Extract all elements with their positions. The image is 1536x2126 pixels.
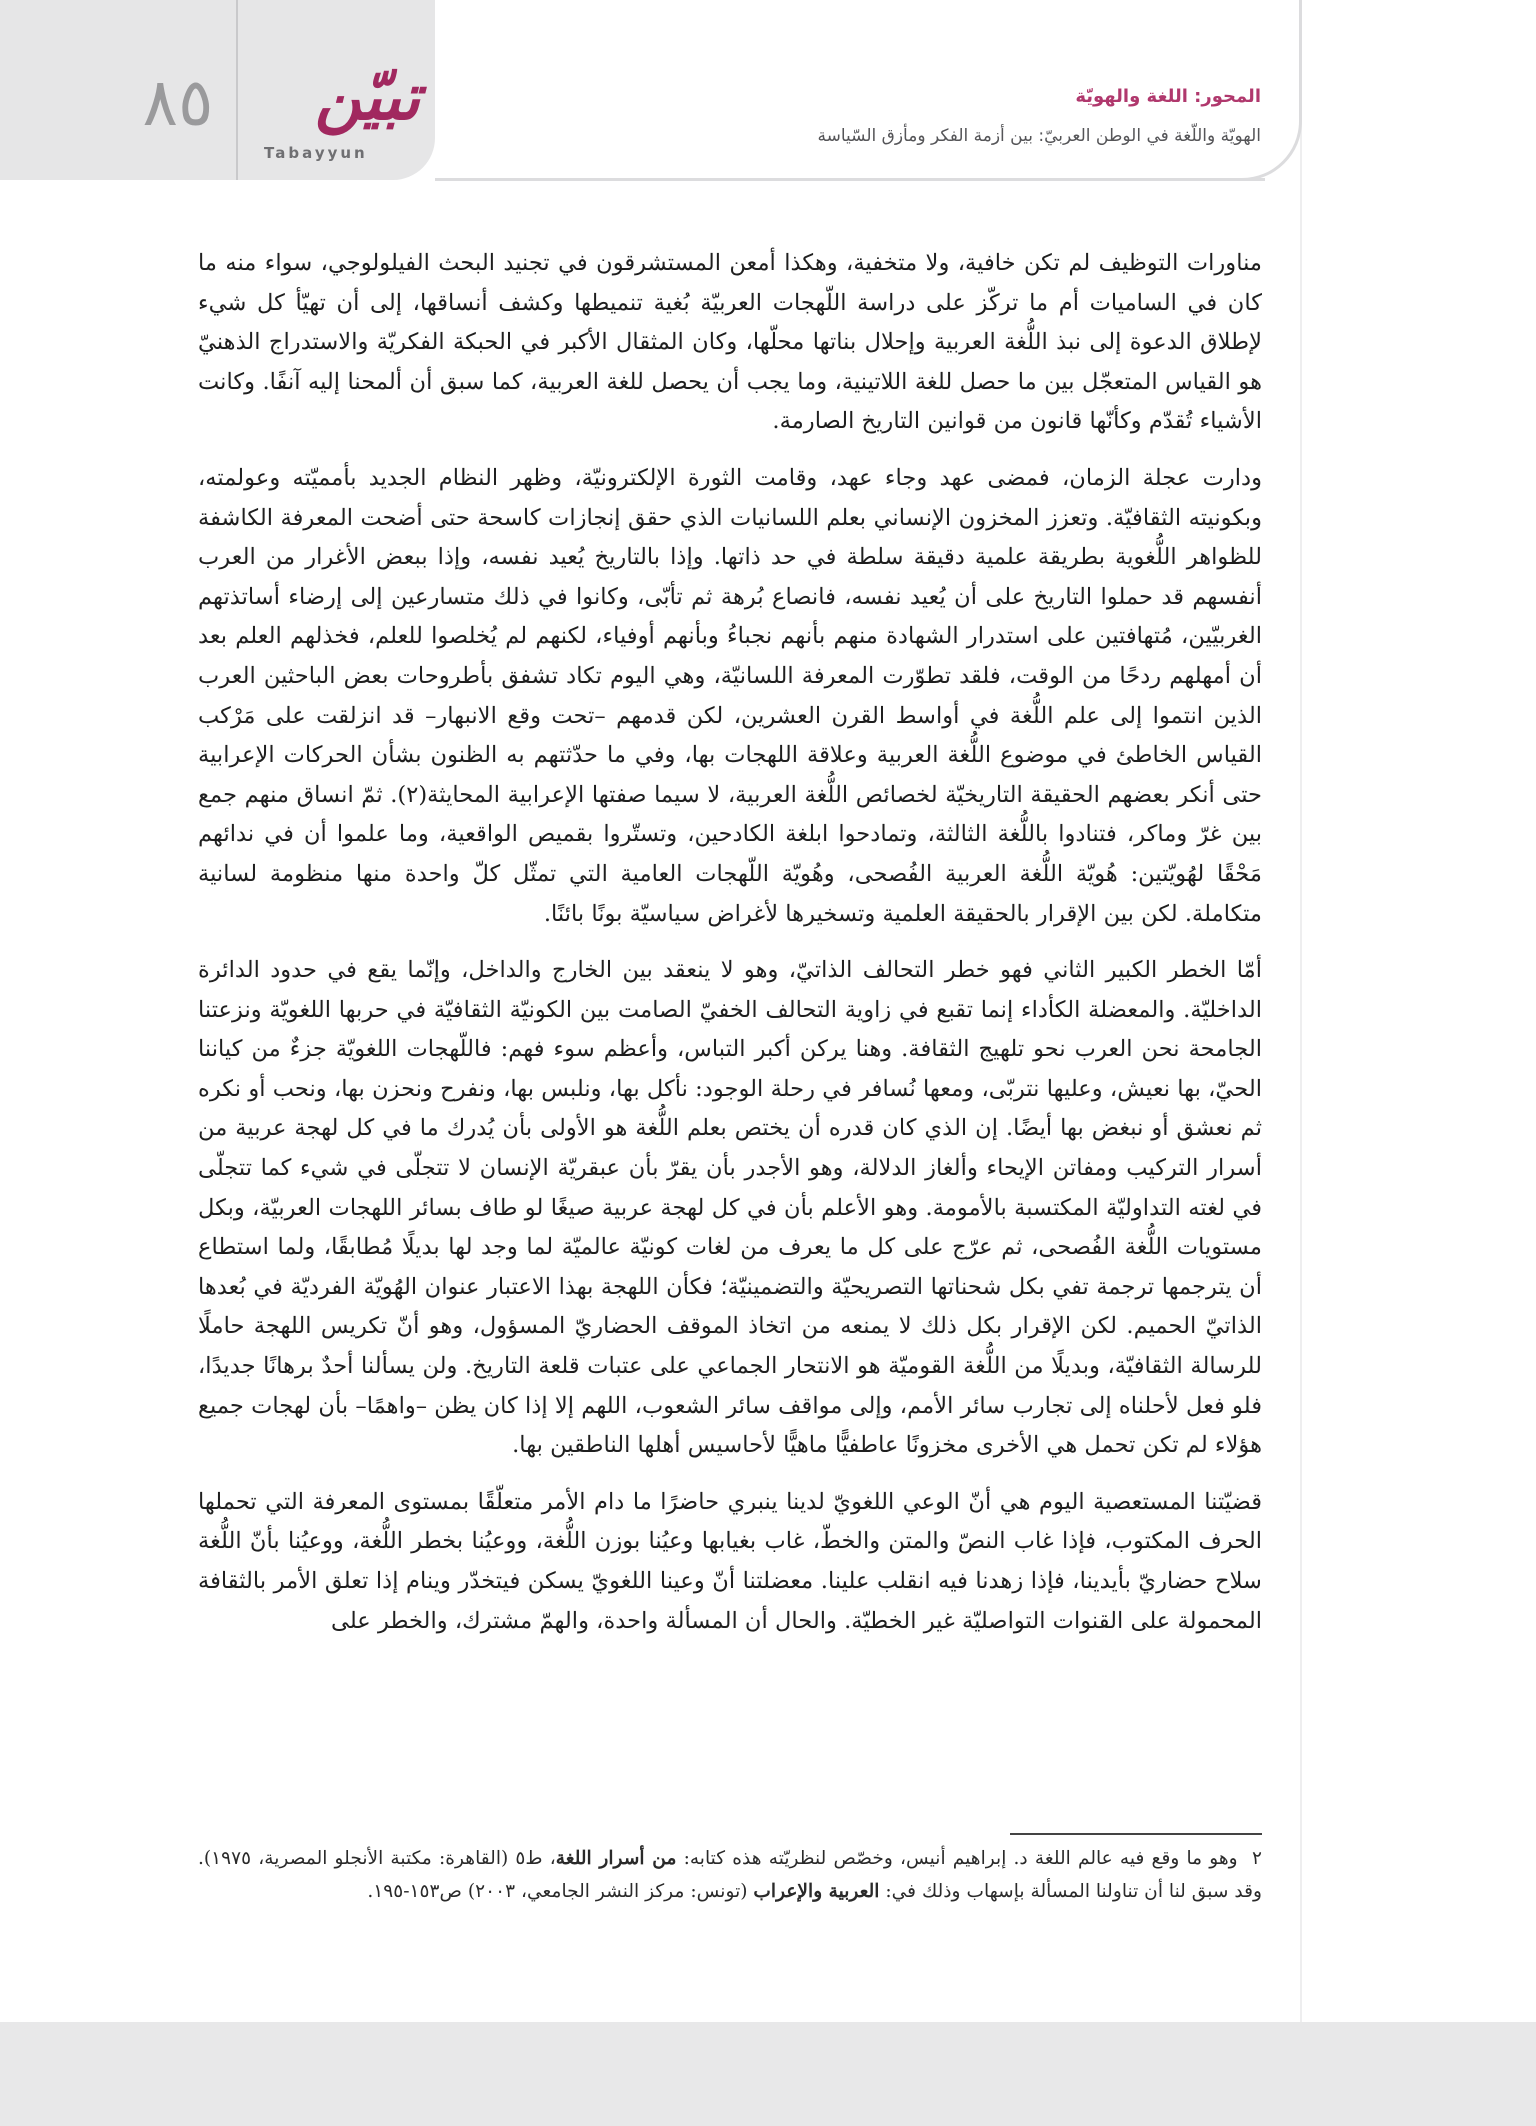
page-number: ٨٥ bbox=[142, 64, 214, 141]
footnote bbox=[198, 1842, 1262, 1908]
logo-latin-text: Tabayyun bbox=[264, 144, 368, 162]
header-divider bbox=[236, 0, 238, 180]
article-body bbox=[198, 244, 1262, 1658]
article-running-title: الهويّة واللّغة في الوطن العربيّ: بين أزمة الفكر ومأزق السّياسة bbox=[817, 126, 1261, 146]
logo-arabic-text: تبيّن bbox=[314, 61, 420, 135]
viewer-bottom-band bbox=[0, 2022, 1536, 2126]
footnote-separator bbox=[1010, 1833, 1262, 1835]
paragraph: مناورات التوظيف لم تكن خافية، ولا متخفية، وهكذا أمعن المستشرقون في تجنيد البحث الفيلولوجي، سواء منه ما كان في الساميات أم ما تركّز على دراسة اللّهجات العربيّة بُغية تنميطها وكشف أنساقها، إلى أن تهيّأ كل شيء لإطلاق الدعوة إلى نبذ اللُّغة العربية وإحلال بناتها محلّها، وكان المثقال الأكبر في الحبكة الفكريّة والاستدراج الذهنيّ هو القياس المتعجّل بين ما حصل للغة اللاتينية، وما يجب أن يحصل للغة العربية، كما سبق أن ألمحنا إليه آنفًا. وكانت الأشياء تُقدّم وكأنّها قانون من قوانين التاريخ الصارمة. bbox=[198, 250, 1262, 435]
footnote-marker: ٢ bbox=[1252, 1848, 1262, 1869]
footnote-book-title: العربية والإعراب bbox=[753, 1881, 880, 1902]
paragraph: ودارت عجلة الزمان، فمضى عهد وجاء عهد، وقامت الثورة الإلكترونيّة، وظهر النظام الجديد بأمميّته وعولمته، وبكونيته الثقافيّة. وتعزز المخزون الإنساني بعلم اللسانيات الذي حقق إنجازات كاسحة حتى أضحت المعرفة الكاشفة للظواهر اللُّغوية بطريقة علمية دقيقة سلطة في حد ذاتها. وإذا بالتاريخ يُعيد نفسه، وإذا ببعض الأغرار من العرب أنفسهم قد حملوا التاريخ على أن يُعيد نفسه، فانصاع بُرهة ثم تأبّى، وكانوا في ذلك متسارعين إلى إرضاء أساتذتهم الغربيّين، مُتهافتين على استدرار الشهادة منهم بأنهم نجباءُ وبأنهم أوفياء، لكنهم لم يُخلصوا للعلم، فخذلهم العلم بعد أن أمهلهم ردحًا من الوقت، فلقد تطوّرت المعرفة اللسانيّة، وهي اليوم تكاد تشفق بأطروحات بعض الباحثين العرب الذين انتموا إلى علم اللُّغة في أواسط القرن العشرين، لكن قدمهم –تحت وقع الانبهار– قد انزلقت على مَرْكب القياس الخاطئ في موضوع اللُّغة العربية وعلاقة اللهجات بها، وفي ما حدّثتهم به الظنون بشأن الحركات الإعرابية حتى أنكر بعضهم الحقيقة التاريخيّة لخصائص اللُّغة العربية، لا سيما صفتها الإعرابية المحايثة(٢). ثمّ انساق منهم جمع بين غرّ وماكر، فتنادوا باللُّغة الثالثة، وتمادحوا ابلغة الكادحين، وتستّروا بقميص الواقعية، وما علموا أن في ندائهم مَحْقًا لهُويّتين: هُويّة اللُّغة العربية الفُصحى، وهُويّة اللّهجات العامية التي تمثّل كلّ واحدة منها منظومة لسانية متكاملة. لكن بين الإقرار بالحقيقة العلمية وتسخيرها لأغراض سياسيّة بونًا بائنًا. bbox=[198, 464, 1263, 927]
paragraph: أمّا الخطر الكبير الثاني فهو خطر التحالف الذاتيّ، وهو لا ينعقد بين الخارج والداخل، وإنّما يقع في حدود الدائرة الداخليّة. والمعضلة الكأداء إنما تقبع في زاوية التحالف الخفيّ الصامت بين الكونيّة الثقافيّة في حربها اللغويّة ونزعتنا الجامحة نحن العرب نحو تلهيج الثقافة. وهنا يركن أكبر التباس، وأعظم سوء فهم: فاللّهجات اللغويّة جزءٌ من كياننا الحيّ، بها نعيش، وعليها نتربّى، ومعها نُسافر في رحلة الوجود: نأكل بها، ونلبس بها، ونفرح ونحزن بها، ونحب أو نكره ثم نعشق أو نبغض بها أيضًا. إن الذي كان قدره أن يختص بعلم اللُّغة هو الأولى بأن يُدرك ما في كل لهجة عربية من أسرار التركيب ومفاتن الإيحاء وألغاز الدلالة، وهو الأجدر بأن يقرّ بأن عبقريّة الإنسان لا تتجلّى في شيء كما تتجلّى في لغته التداوليّة المكتسبة بالأمومة. وهو الأعلم بأن في كل لهجة عربية صيغًا لو طاف بسائر اللهجات العربيّة، وبكل مستويات اللُّغة الفُصحى، ثم عرّج على كل ما يعرف من لغات كونيّة عالميّة لما وجد لها بديلًا مُطابقًا، ولما استطاع أن يترجمها ترجمة تفي بكل شحناتها التصريحيّة والتضمينيّة؛ فكأن اللهجة بهذا الاعتبار عنوان الهُويّة الفرديّة في بُعدها الذاتيّ الحميم. لكن الإقرار بكل ذلك لا يمنعه من اتخاذ الموقف الحضاريّ المسؤول، وهو أنّ تكريس اللهجة حاملًا للرسالة الثقافيّة، وبديلًا من اللُّغة القوميّة هو الانتحار الجماعي على عتبات قلعة التاريخ. ولن يسألنا أحدٌ برهانًا جديدًا، فلو فعل لأحلناه إلى تجارب سائر الأمم، وإلى مواقف سائر الشعوب، اللهم إلا إذا كان يظن –واهمًا– بأن لهجات جميع هؤلاء لم تكن تحمل هي الأخرى مخزونًا عاطفيًّا ماهيًّا لأحاسيس أهلها الناطقين بها. bbox=[198, 957, 1263, 1459]
section-label: المحور: اللغة والهويّة bbox=[1075, 86, 1261, 107]
journal-logo bbox=[250, 62, 420, 162]
footnote-text: (تونس: مركز النشر الجامعي، ٢٠٠٣) ص١٥٣-١٩٥. bbox=[367, 1881, 754, 1902]
footnote-book-title: من أسرار اللغة bbox=[555, 1848, 677, 1869]
footnote-text: ، ط٥ (القاهرة: مكتبة الأنجلو المصرية، ١٩٧٥). وقد سبق لنا أن تناولنا المسألة بإسهاب وذلك في: bbox=[198, 1848, 1262, 1902]
header-rule bbox=[435, 178, 1265, 181]
page-edge bbox=[1300, 0, 1536, 2022]
paragraph: قضيّتنا المستعصية اليوم هي أنّ الوعي اللغويّ لدينا ينبري حاضرًا ما دام الأمر متعلّقًا بمستوى المعرفة التي تحملها الحرف المكتوب، فإذا غاب النصّ والمتن والخطّ، غاب بغيابها وعيُنا بوزن اللُّغة، ووعيُنا بخطر اللُّغة، ووعيُنا بأنّ اللُّغة سلاح حضاريّ بأيدينا، فإذا زهدنا فيه انقلب علينا. معضلتنا أنّ وعينا اللغويّ يسكن فيتخدّر وينام إذا تعلق الأمر بالثقافة المحمولة على القنوات التواصليّة غير الخطيّة. والحال أن المسألة واحدة، والهمّ مشترك، والخطر على bbox=[198, 1488, 1262, 1634]
footnote-text: وهو ما وقع فيه عالم اللغة د. إبراهيم أنيس، وخصّص لنظريّته هذه كتابه: bbox=[676, 1848, 1238, 1869]
